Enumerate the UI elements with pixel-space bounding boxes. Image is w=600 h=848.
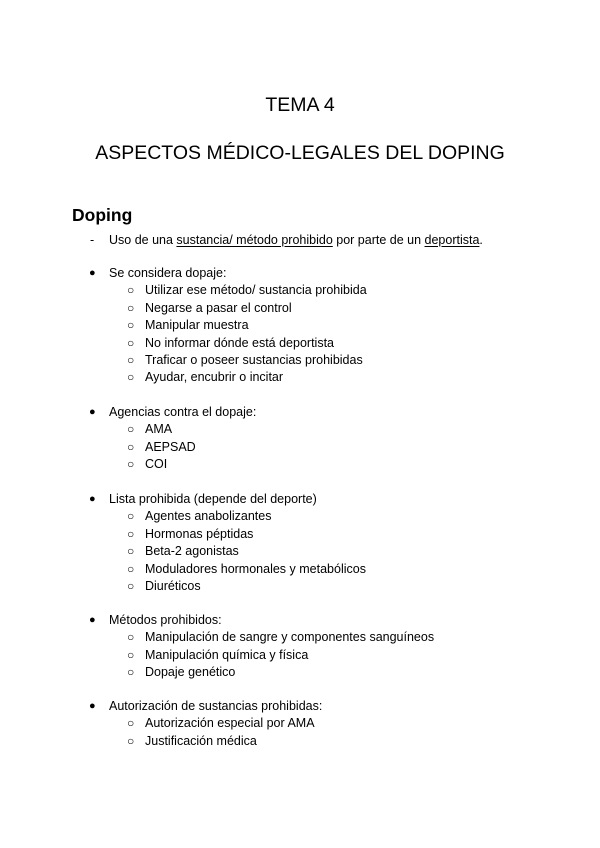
list-item	[0, 491, 600, 508]
sub-list-item-text: AMA	[145, 422, 173, 437]
dash-marker: -	[90, 233, 95, 247]
sub-list-item	[0, 300, 600, 317]
sub-list-item-text: COI	[145, 457, 168, 472]
list-group	[0, 698, 600, 750]
sub-bullet-icon: ○	[127, 716, 135, 731]
sub-list-item-text: Dopaje genético	[145, 665, 236, 680]
sub-bullet-icon: ○	[127, 318, 135, 333]
sub-list-item-text: No informar dónde está deportista	[145, 335, 334, 350]
sub-bullet-icon: ○	[127, 283, 135, 298]
page-subtitle: ASPECTOS MÉDICO-LEGALES DEL DOPING	[95, 142, 505, 164]
sub-list-item-text: Ayudar, encubrir o incitar	[145, 370, 284, 385]
page-title: TEMA 4	[265, 94, 335, 116]
intro-underlined-term-2: deportista	[424, 233, 480, 247]
sub-bullet-icon: ○	[127, 665, 135, 680]
sub-list-item	[0, 317, 600, 334]
list-group	[0, 404, 600, 474]
list-item-label: Métodos prohibidos:	[109, 613, 222, 627]
bullet-icon: ●	[89, 406, 96, 418]
sub-bullet-icon: ○	[127, 578, 135, 593]
sub-bullet-icon: ○	[127, 561, 135, 576]
list-item-label: Lista prohibida (depende del deporte)	[109, 492, 317, 506]
intro-text-part2: por parte de un	[332, 233, 425, 247]
sub-list-item-text: Diuréticos	[145, 578, 201, 593]
intro-text-part3: .	[479, 233, 483, 247]
sub-bullet-icon: ○	[127, 457, 135, 472]
bullet-icon: ●	[89, 493, 96, 505]
sub-bullet-icon: ○	[127, 647, 135, 662]
sub-list-item-text: Agentes anabolizantes	[145, 509, 272, 524]
sub-list-item	[0, 578, 600, 595]
sub-list-item-text: Hormonas péptidas	[145, 526, 254, 541]
list-group	[0, 491, 600, 595]
sub-list-item	[0, 647, 600, 664]
bullet-icon: ●	[89, 614, 96, 626]
list-item	[0, 265, 600, 282]
section-heading: Doping	[72, 205, 133, 225]
sub-list-item	[0, 715, 600, 732]
sub-list-item	[0, 526, 600, 543]
intro-line	[90, 232, 483, 249]
sub-bullet-icon: ○	[127, 544, 135, 559]
sub-bullet-icon: ○	[127, 422, 135, 437]
sub-list-item	[0, 629, 600, 646]
list-group	[0, 612, 600, 682]
sub-list-item-text: AEPSAD	[145, 439, 196, 454]
sub-list-item	[0, 561, 600, 578]
sub-list-item-text: Traficar o poseer sustancias prohibidas	[145, 352, 363, 367]
sub-list-item	[0, 335, 600, 352]
sub-list-item-text: Manipulación de sangre y componentes sanguíneos	[145, 630, 435, 645]
sub-list-item-text: Justificación médica	[145, 733, 257, 748]
list-item	[0, 698, 600, 715]
bullet-icon: ●	[89, 267, 96, 279]
sub-list-item-text: Negarse a pasar el control	[145, 300, 292, 315]
list-item	[0, 612, 600, 629]
sub-list-item	[0, 369, 600, 386]
bullet-icon: ●	[89, 700, 96, 712]
sub-list-item	[0, 456, 600, 473]
sub-bullet-icon: ○	[127, 439, 135, 454]
list-item-label: Autorización de sustancias prohibidas:	[109, 699, 323, 713]
sub-list-item-text: Manipulación química y física	[145, 647, 309, 662]
list-item-label: Agencias contra el dopaje:	[109, 405, 257, 419]
sub-list-item	[0, 439, 600, 456]
sub-bullet-icon: ○	[127, 526, 135, 541]
sub-list-item	[0, 733, 600, 750]
list-item-label: Se considera dopaje:	[109, 266, 227, 280]
sub-list-item	[0, 508, 600, 525]
sub-list-item	[0, 352, 600, 369]
sub-bullet-icon: ○	[127, 630, 135, 645]
sub-bullet-icon: ○	[127, 300, 135, 315]
sub-bullet-icon: ○	[127, 370, 135, 385]
list-group	[0, 265, 600, 387]
sub-list-item	[0, 543, 600, 560]
sub-list-item-text: Autorización especial por AMA	[145, 716, 315, 731]
intro-underlined-term-1: sustancia/ método prohibido	[176, 233, 333, 247]
sub-bullet-icon: ○	[127, 733, 135, 748]
sub-list-item	[0, 664, 600, 681]
sub-list-item	[0, 282, 600, 299]
sub-bullet-icon: ○	[127, 335, 135, 350]
sub-list-item-text: Utilizar ese método/ sustancia prohibida	[145, 283, 367, 298]
sub-bullet-icon: ○	[127, 509, 135, 524]
sub-list-item-text: Beta-2 agonistas	[145, 544, 239, 559]
sub-bullet-icon: ○	[127, 352, 135, 367]
sub-list-item-text: Moduladores hormonales y metabólicos	[145, 561, 366, 576]
sub-list-item	[0, 421, 600, 438]
list-item	[0, 404, 600, 421]
intro-text-part1: Uso de una	[109, 233, 177, 247]
sub-list-item-text: Manipular muestra	[145, 318, 249, 333]
